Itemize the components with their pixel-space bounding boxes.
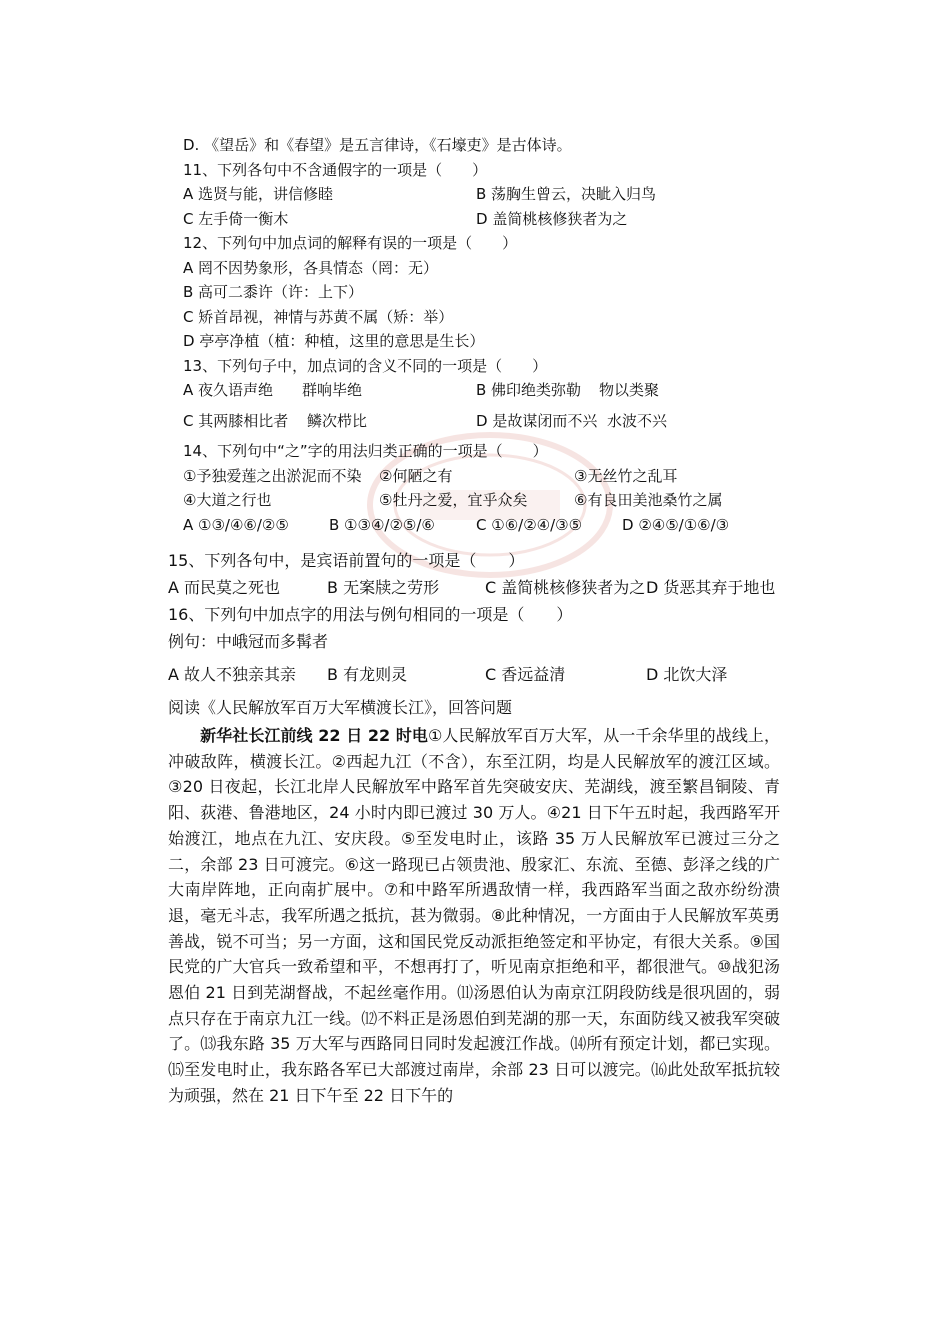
q14-option-c: C ①⑥/②④/③⑤	[476, 516, 583, 534]
q13-option-a-compare: 群响毕绝	[302, 381, 363, 399]
q15-option-c: C 盖简桃核修狭者为之	[485, 578, 646, 597]
reading-passage	[168, 723, 780, 1109]
q15-stem: 15、下列各句中，是宾语前置句的一项是（ ）	[168, 551, 525, 570]
q13-option-d-compare: 水波不兴	[607, 412, 668, 430]
q14-sentence-2: ②何陋之有	[379, 467, 453, 485]
q13-option-c-compare: 鳞次栉比	[307, 412, 368, 430]
q16-example: 例句：中峨冠而多髯者	[168, 632, 329, 651]
q11-option-b: B 荡胸生曾云，决眦入归鸟	[476, 185, 657, 203]
q14-sentence-5: ⑤牡丹之爱，宜乎众矣	[379, 491, 528, 509]
q11-option-a: A 选贤与能，讲信修睦	[183, 185, 334, 203]
q13-option-b-compare: 物以类聚	[599, 381, 660, 399]
q16-option-b: B 有龙则灵	[327, 665, 408, 684]
q14-option-b: B ①③④/②⑤/⑥	[329, 516, 435, 534]
q13-option-d: D 是故谋闭而不兴	[476, 412, 598, 430]
q16-option-a: A 故人不独亲其亲	[168, 665, 297, 684]
q13-option-b: B 佛印绝类弥勒	[476, 381, 582, 399]
q11-option-c: C 左手倚一衡木	[183, 210, 289, 228]
q12-stem: 12、下列句中加点词的解释有误的一项是（ ）	[183, 234, 518, 252]
q12-option-c: C 矫首昂视，神情与苏黄不属（矫：举）	[183, 308, 454, 326]
q16-stem: 16、下列句中加点字的用法与例句相同的一项是（ ）	[168, 605, 573, 624]
q14-option-d: D ②④⑤/①⑥/③	[622, 516, 730, 534]
q10-option-d: D. 《望岳》和《春望》是五言律诗，《石壕吏》是古体诗。	[183, 136, 572, 154]
q15-option-b: B 无案牍之劳形	[327, 578, 440, 597]
q13-option-a: A 夜久语声绝	[183, 381, 274, 399]
reading-body: ①人民解放军百万大军，从一千余华里的战线上，冲破敌阵，横渡长江。②西起九江（不含），东至江阴，均是人民解放军的渡江区域。③20 日夜起，长江北岸人民解放军中路军首先突破安庆、芜湖线，渡至繁昌铜陵、青阳、荻港、鲁港地区，24 小时内即已渡过 30 万人。④21 日下午五时起，我西路军开始渡江，地点在九江、安庆段。⑤至发电时止，该路 35 万人民解放军已渡过三分之二，余部 23 日可渡完。⑥这一路现已占领贵池、殷家汇、东流、至德、彭泽之线的广大南岸阵地，正向南扩展中。⑦和中路军所遇敌情一样，我西路军当面之敌亦纷纷溃退，毫无斗志，我军所遇之抵抗，甚为微弱。⑧此种情况，一方面由于人民解放军英勇善战，锐不可当；另一方面，这和国民党反动派拒绝签定和平协定，有很大关系。⑨国民党的广大官兵一致希望和平，不想再打了，听见南京拒绝和平，都很泄气。⑩战犯汤恩伯 21 日到芜湖督战，不起丝毫作用。⑾汤恩伯认为南京江阴段防线是很巩固的，弱点只存在于南京九江一线。⑿不料正是汤恩伯到芜湖的那一天，东面防线又被我军突破了。⒀我东路 35 万大军与西路同日同时发起渡江作战。⒁所有预定计划，都已实现。⒂至发电时止，我东路各军已大部渡过南岸，余部 23 日可以渡完。⒃此处敌军抵抗较为顽强，然在 21 日下午至 22 日下午的	[168, 726, 780, 1105]
q11-option-d: D 盖简桃核修狭者为之	[476, 210, 628, 228]
q13-option-c: C 其两膝相比者	[183, 412, 289, 430]
q14-sentence-1: ①予独爱莲之出淤泥而不染	[183, 467, 362, 485]
reading-intro: 阅读《人民解放军百万大军横渡长江》，回答问题	[168, 698, 513, 717]
q13-stem: 13、下列句子中，加点词的含义不同的一项是（ ）	[183, 357, 548, 375]
q15-option-d: D 货恶其弃于地也	[646, 578, 776, 597]
reading-dateline: 新华社长江前线 22 日 22 时电	[200, 726, 428, 745]
q14-sentence-4: ④大道之行也	[183, 491, 272, 509]
q12-option-b: B 高可二黍许（许：上下）	[183, 283, 364, 301]
q11-stem: 11、下列各句中不含通假字的一项是（ ）	[183, 161, 488, 179]
q12-option-d: D 亭亭净植（植：种植，这里的意思是生长）	[183, 332, 485, 350]
q14-sentence-6: ⑥有良田美池桑竹之属	[574, 491, 723, 509]
q14-stem: 14、下列句中“之”字的用法归类正确的一项是（ ）	[183, 442, 548, 460]
q16-option-c: C 香远益清	[485, 665, 566, 684]
q16-option-d: D 北饮大泽	[646, 665, 728, 684]
q15-option-a: A 而民莫之死也	[168, 578, 281, 597]
q14-option-a: A ①③/④⑥/②⑤	[183, 516, 289, 534]
q14-sentence-3: ③无丝竹之乱耳	[574, 467, 678, 485]
q12-option-a: A 罔不因势象形，各具情态（罔：无）	[183, 259, 439, 277]
